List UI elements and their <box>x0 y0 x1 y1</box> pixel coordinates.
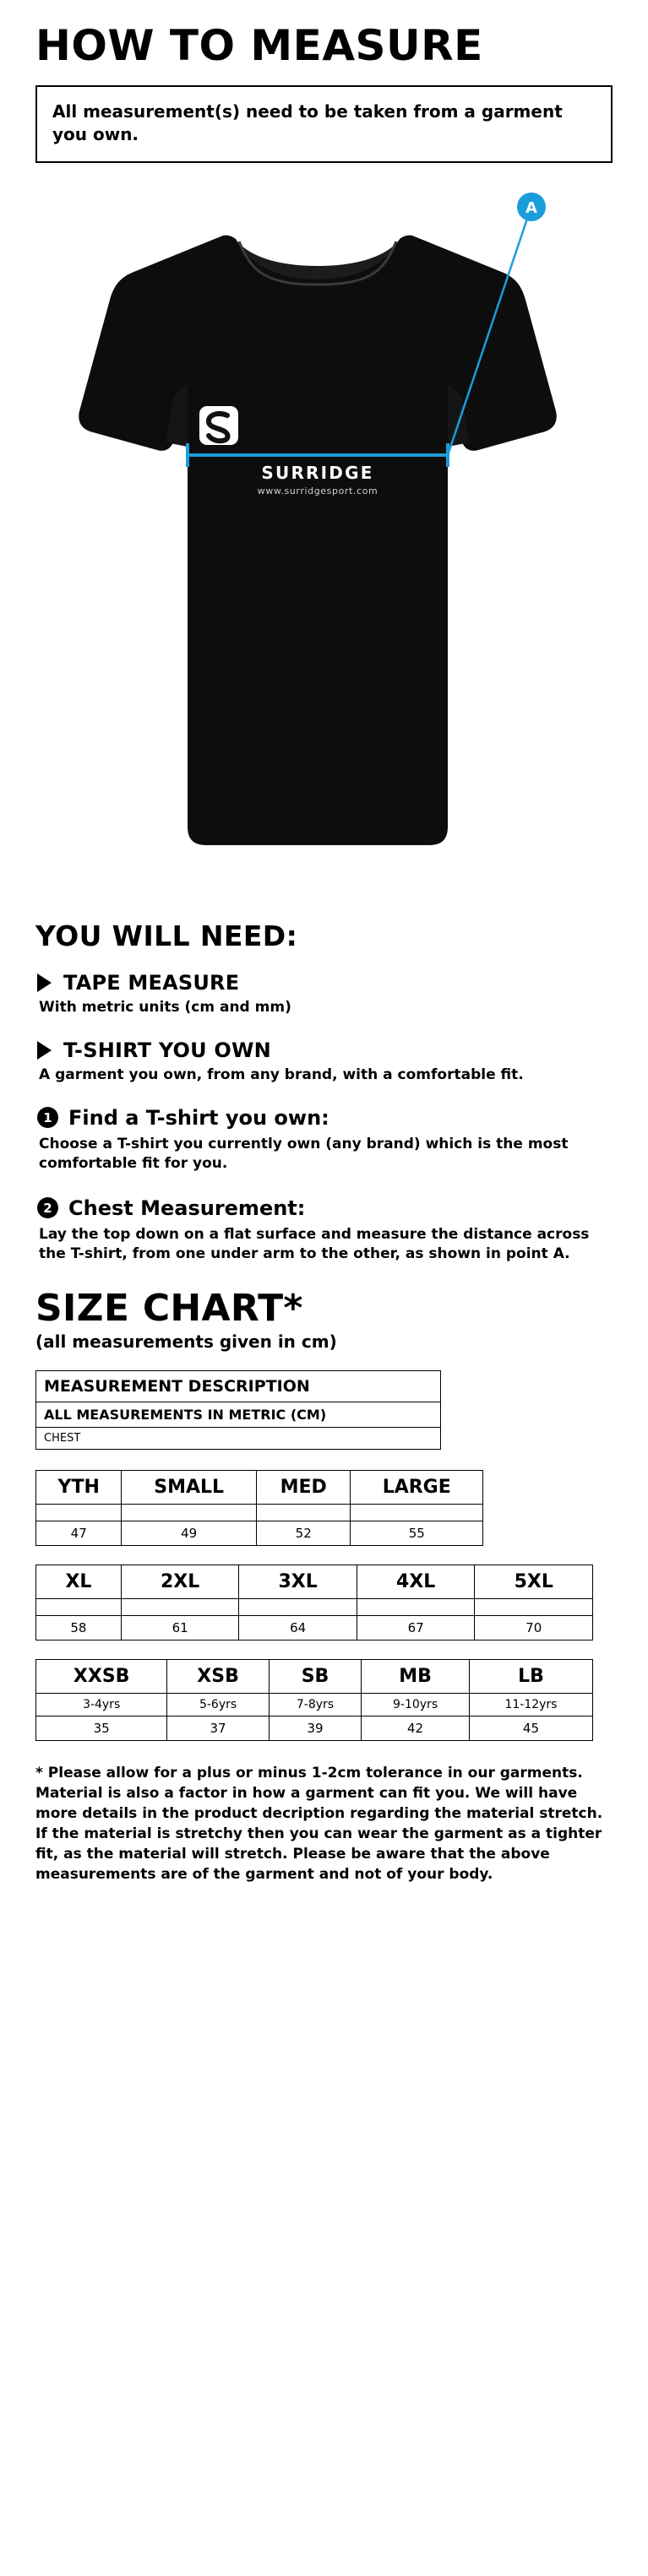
table-row <box>36 1521 483 1545</box>
measurement-description-header: MEASUREMENT DESCRIPTION <box>36 1370 441 1402</box>
spacer-cell <box>256 1504 351 1521</box>
size-age-cell: 5-6yrs <box>167 1693 269 1716</box>
step-2 <box>37 1196 618 1220</box>
step-body: Choose a T-shirt you currently own (any brand) which is the most comfortable fit for you. <box>39 1135 569 1173</box>
table-row <box>36 1716 593 1740</box>
table-row <box>36 1427 441 1449</box>
spacer-cell <box>239 1598 357 1615</box>
shirt-illustration <box>30 185 618 911</box>
step-number-badge: 2 <box>37 1197 58 1218</box>
spacer-cell <box>122 1504 257 1521</box>
step-title: Chest Measurement: <box>68 1196 306 1220</box>
surridge-logo <box>199 406 238 445</box>
step-1 <box>37 1106 618 1130</box>
size-header-cell: MB <box>362 1659 470 1693</box>
table-row <box>36 1659 593 1693</box>
size-value-cell: 52 <box>256 1521 351 1545</box>
brand-name: SURRIDGE <box>261 462 374 483</box>
step-body: Lay the top down on a flat surface and measure the distance across the T-shirt, from one under arm to the other, as shown in point A. <box>39 1225 590 1263</box>
size-value-cell: 55 <box>351 1521 483 1545</box>
size-chart-title: SIZE CHART* <box>35 1286 303 1330</box>
need-item-tape-measure <box>37 971 618 995</box>
need-item-sub: With metric units (cm and mm) <box>39 998 291 1016</box>
size-header-cell: SB <box>269 1659 361 1693</box>
table-row <box>36 1693 593 1716</box>
table-row <box>36 1504 483 1521</box>
size-header-cell: 3XL <box>239 1565 357 1598</box>
table-row <box>36 1598 593 1615</box>
spacer-cell <box>36 1504 122 1521</box>
size-value-cell: 42 <box>362 1716 470 1740</box>
spacer-cell <box>351 1504 483 1521</box>
step-number-badge: 1 <box>37 1107 58 1128</box>
size-table-xl-range <box>35 1565 593 1641</box>
measurement-metric-row: ALL MEASUREMENTS IN METRIC (CM) <box>36 1402 441 1427</box>
table-row <box>36 1402 441 1427</box>
size-header-cell: LB <box>469 1659 592 1693</box>
size-age-cell: 11-12yrs <box>469 1693 592 1716</box>
size-header-cell: 4XL <box>357 1565 475 1598</box>
table-row <box>36 1615 593 1640</box>
size-value-cell: 58 <box>36 1615 122 1640</box>
size-table-boys-range <box>35 1659 593 1741</box>
size-header-cell: XL <box>36 1565 122 1598</box>
size-value-cell: 45 <box>469 1716 592 1740</box>
need-item-title: T-SHIRT YOU OWN <box>63 1038 271 1062</box>
notice-text: All measurement(s) need to be taken from a garment you own. <box>52 100 563 144</box>
size-value-cell: 70 <box>475 1615 593 1640</box>
triangle-bullet-icon <box>37 973 52 992</box>
you-will-need-heading: YOU WILL NEED: <box>35 919 298 952</box>
size-age-cell: 3-4yrs <box>36 1693 167 1716</box>
how-to-measure-page <box>0 21 648 2576</box>
measurement-chest-row: CHEST <box>36 1427 441 1449</box>
tshirt-diagram <box>30 185 618 911</box>
size-header-cell: XXSB <box>36 1659 167 1693</box>
size-value-cell: 49 <box>122 1521 257 1545</box>
size-header-cell: LARGE <box>351 1470 483 1504</box>
size-value-cell: 37 <box>167 1716 269 1740</box>
spacer-cell <box>357 1598 475 1615</box>
size-header-cell: SMALL <box>122 1470 257 1504</box>
size-value-cell: 64 <box>239 1615 357 1640</box>
size-header-cell: 5XL <box>475 1565 593 1598</box>
spacer-cell <box>36 1598 122 1615</box>
size-header-cell: YTH <box>36 1470 122 1504</box>
size-value-cell: 39 <box>269 1716 361 1740</box>
size-chart-footnote: * Please allow for a plus or minus 1-2cm tolerance in our garments. Material is also a factor in how a garment can fit you. We will have more details in the product decription regarding the material stretch. If the material is stretchy then you can wear the garment as a tighter fit, as the material will stretch. Please be aware that the above measurements are of the garment and not of your body. <box>35 1764 603 1884</box>
size-value-cell: 47 <box>36 1521 122 1545</box>
spacer-cell <box>475 1598 593 1615</box>
measurement-description-table <box>35 1370 441 1450</box>
callout-label-a: A <box>525 198 537 217</box>
size-age-cell: 7-8yrs <box>269 1693 361 1716</box>
brand-url: www.surridgesport.com <box>257 485 378 496</box>
size-header-cell: XSB <box>167 1659 269 1693</box>
step-title: Find a T-shirt you own: <box>68 1105 329 1130</box>
notice-box <box>35 85 613 163</box>
table-row <box>36 1565 593 1598</box>
page-title: HOW TO MEASURE <box>35 21 483 70</box>
size-header-cell: MED <box>256 1470 351 1504</box>
size-value-cell: 61 <box>121 1615 239 1640</box>
size-age-cell: 9-10yrs <box>362 1693 470 1716</box>
size-table-youth-adult <box>35 1470 483 1546</box>
triangle-bullet-icon <box>37 1041 52 1060</box>
table-row <box>36 1470 483 1504</box>
need-item-tshirt <box>37 1039 618 1062</box>
size-chart-subtitle: (all measurements given in cm) <box>35 1331 337 1352</box>
need-item-title: TAPE MEASURE <box>63 970 240 995</box>
size-value-cell: 67 <box>357 1615 475 1640</box>
table-row <box>36 1370 441 1402</box>
need-item-sub: A garment you own, from any brand, with a comfortable fit. <box>39 1066 524 1083</box>
size-value-cell: 35 <box>36 1716 167 1740</box>
size-header-cell: 2XL <box>121 1565 239 1598</box>
spacer-cell <box>121 1598 239 1615</box>
